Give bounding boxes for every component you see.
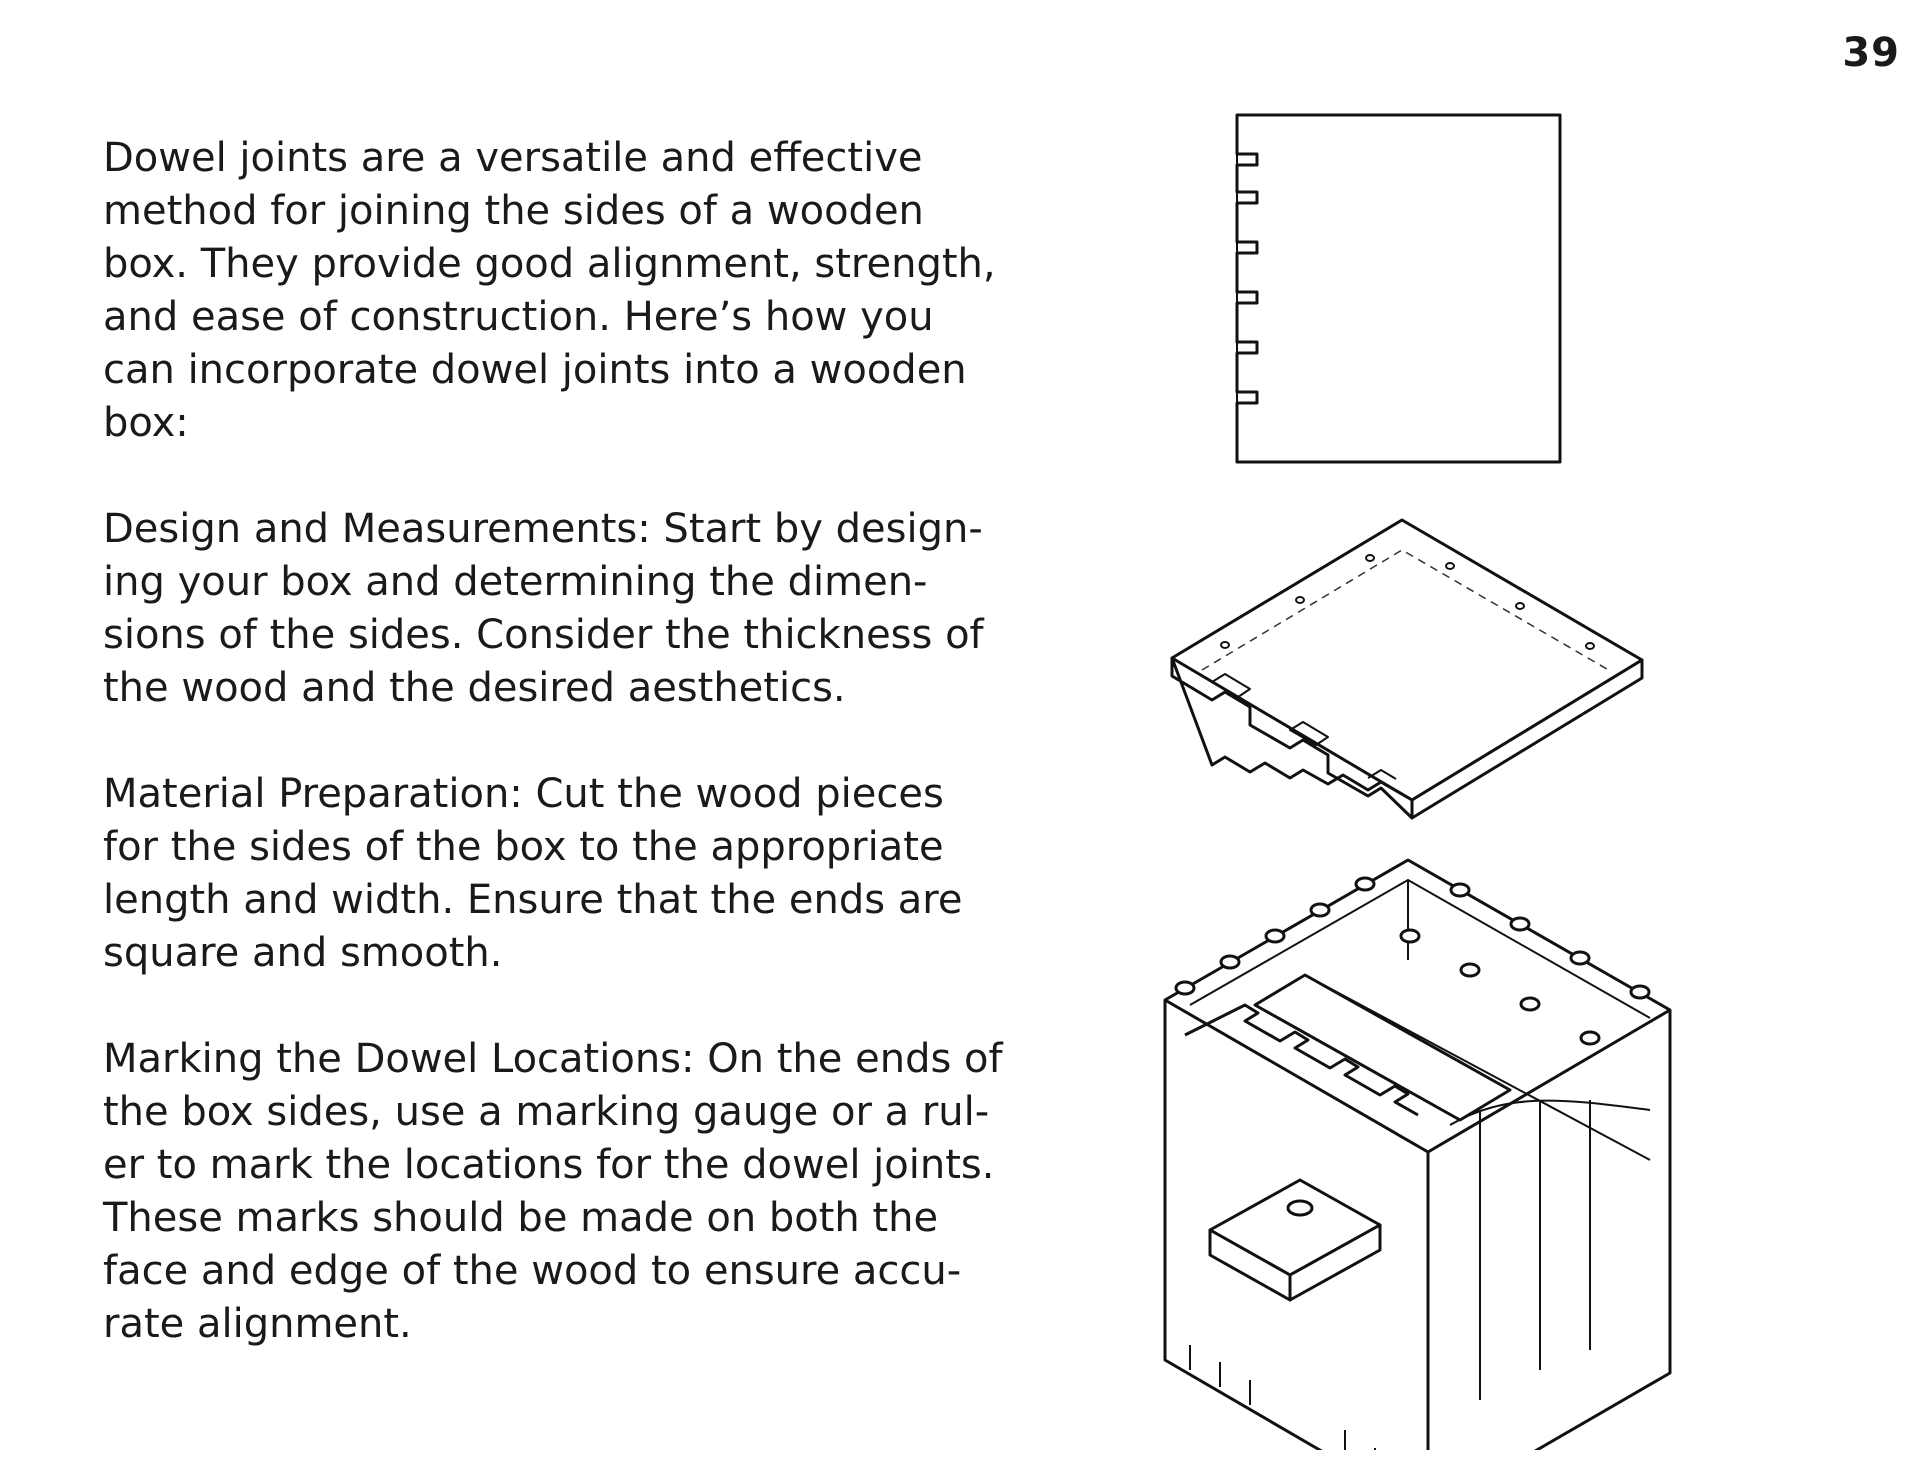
paragraph-intro: Dowel joints are a versatile and effective method for joining the sides of a wooden box. They provide good alignment, strength, and ease of construction. Here’s how you can incorporate dowel joints into a wooden box: xyxy=(103,135,996,446)
page-number: 39 xyxy=(1842,30,1900,76)
isometric-box-drawing xyxy=(1165,860,1670,1450)
paragraph-design: Design and Measurements: Start by design- ing your box and determining the dimen- sions of the sides. Consider the thickness of the wood and the desired aesthetics. xyxy=(103,506,984,711)
paragraph-marking: Marking the Dowel Locations: On the ends of the box sides, use a marking gauge or a rul- er to mark the locations for the dowel joints. These marks should be made on both the face and edge of the wood to ensure accu- rate alignment. xyxy=(103,1036,1003,1347)
body-text xyxy=(103,132,1003,1404)
paragraph-material: Material Preparation: Cut the wood pieces for the sides of the box to the appropriate length and width. Ensure that the ends are square and smooth. xyxy=(103,771,963,976)
isometric-slab-drawing xyxy=(1172,520,1642,818)
flat-board-drawing xyxy=(1237,115,1560,462)
dowel-joint-illustration xyxy=(1150,100,1710,1450)
illustration-panel xyxy=(1150,100,1710,1450)
